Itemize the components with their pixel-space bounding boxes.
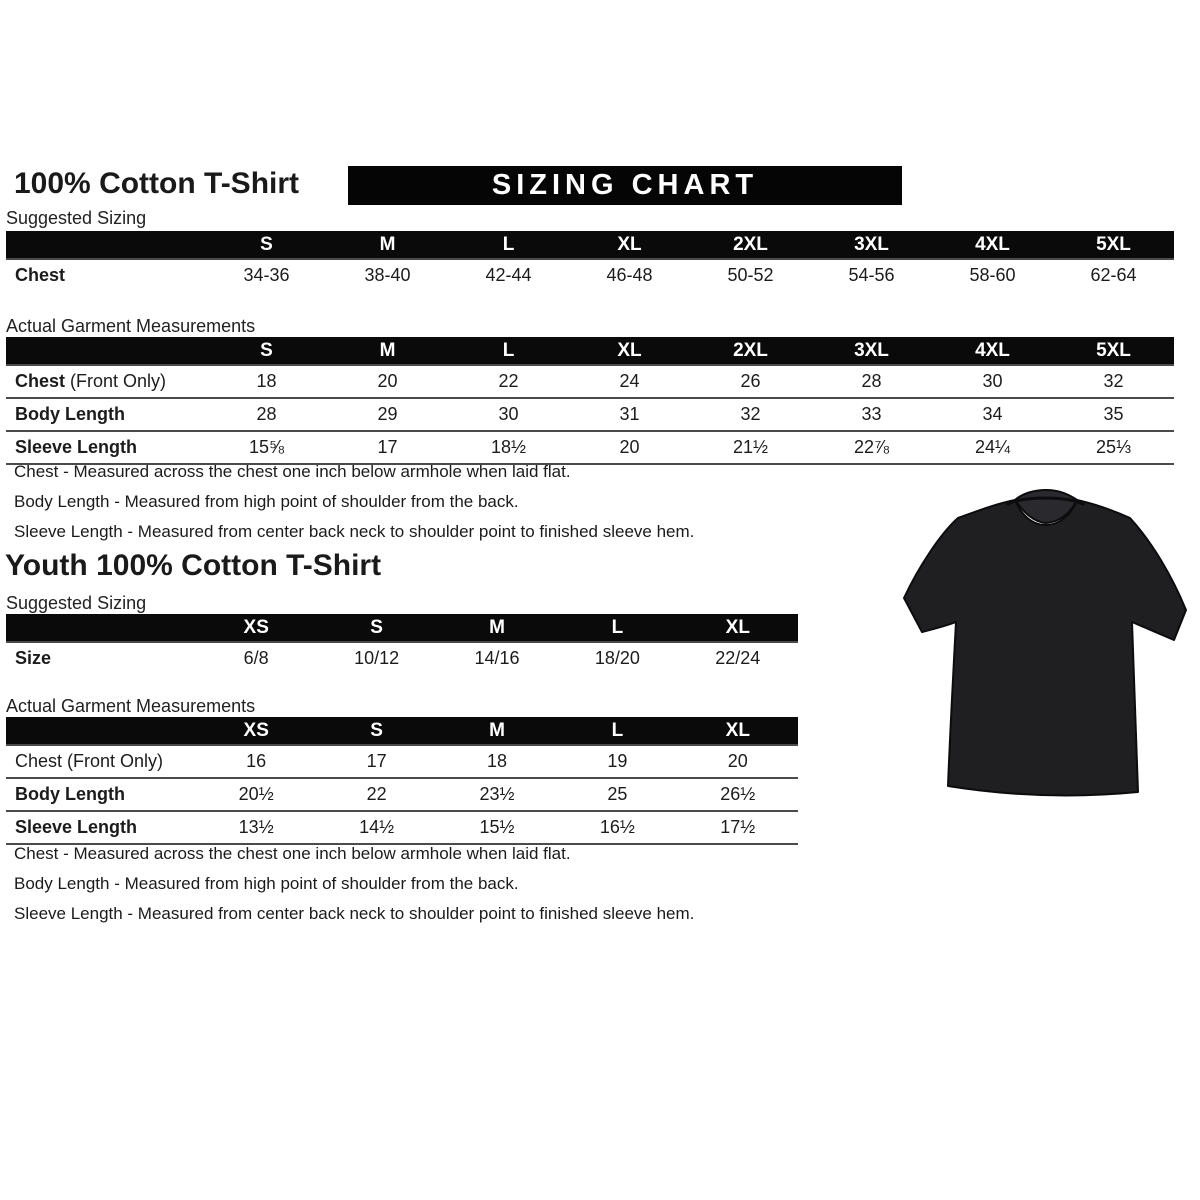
row-label <box>6 365 206 398</box>
measure-value: 21½ <box>690 431 811 464</box>
measure-value: 24¼ <box>932 431 1053 464</box>
measure-value: 32 <box>1053 365 1174 398</box>
size-col-header: 3XL <box>811 337 932 365</box>
chest-range-row <box>6 259 1174 291</box>
measure-value: 32 <box>690 398 811 431</box>
row-label-note: (Front Only) <box>65 371 167 391</box>
chest-range-value: 42-44 <box>448 259 569 291</box>
size-col-header: L <box>448 231 569 259</box>
row-label-note: (Front Only) <box>62 751 164 771</box>
youth-body-length-row <box>6 778 798 811</box>
adult-suggested-heading: Suggested Sizing <box>6 208 147 228</box>
size-col-header: S <box>316 717 436 745</box>
tshirt-image <box>890 482 1198 814</box>
measure-value: 18 <box>206 365 327 398</box>
size-col-header: M <box>327 337 448 365</box>
measure-value: 20½ <box>196 778 316 811</box>
size-col-header: 2XL <box>690 337 811 365</box>
size-col-header: XL <box>678 717 798 745</box>
corner-cell <box>6 231 206 259</box>
measure-value: 26½ <box>678 778 798 811</box>
measure-value: 20 <box>678 745 798 778</box>
size-col-header: M <box>437 717 557 745</box>
row-label <box>6 745 196 778</box>
measure-value: 17½ <box>678 811 798 844</box>
note-line: Chest - Measured across the chest one inch below armhole when laid flat. <box>14 844 571 863</box>
row-label: Sleeve Length <box>6 811 196 844</box>
measure-value: 18½ <box>448 431 569 464</box>
adult-actual-table <box>6 337 1174 465</box>
youth-size-value: 10/12 <box>316 642 436 674</box>
size-col-header: XS <box>196 717 316 745</box>
row-label-main: Chest <box>15 751 63 771</box>
chest-range-value: 54-56 <box>811 259 932 291</box>
size-col-header: XL <box>569 231 690 259</box>
sizing-chart-banner: SIZING CHART <box>348 166 902 205</box>
youth-chest-measure-row <box>6 745 798 778</box>
measure-value: 22 <box>448 365 569 398</box>
measure-value: 33 <box>811 398 932 431</box>
youth-actual-heading: Actual Garment Measurements <box>6 696 256 716</box>
size-col-header: M <box>437 614 557 642</box>
measure-value: 15½ <box>437 811 557 844</box>
chest-range-value: 34-36 <box>206 259 327 291</box>
size-col-header: S <box>316 614 436 642</box>
measure-value: 16 <box>196 745 316 778</box>
measure-value: 31 <box>569 398 690 431</box>
note-line: Body Length - Measured from high point of shoulder from the back. <box>14 874 519 893</box>
chest-measure-row <box>6 365 1174 398</box>
body-length-row <box>6 398 1174 431</box>
size-col-header: 5XL <box>1053 337 1174 365</box>
adult-actual-heading: Actual Garment Measurements <box>6 316 256 336</box>
measure-value: 20 <box>327 365 448 398</box>
row-label: Body Length <box>6 398 206 431</box>
youth-suggested-table <box>6 614 798 674</box>
row-label: Body Length <box>6 778 196 811</box>
youth-size-value: 18/20 <box>557 642 677 674</box>
measure-value: 13½ <box>196 811 316 844</box>
size-col-header: S <box>206 337 327 365</box>
measure-value: 20 <box>569 431 690 464</box>
page-title: 100% Cotton T-Shirt <box>14 167 300 200</box>
measure-value: 25 <box>557 778 677 811</box>
measure-value: 24 <box>569 365 690 398</box>
measure-value: 28 <box>811 365 932 398</box>
size-col-header: XL <box>678 614 798 642</box>
chest-range-value: 50-52 <box>690 259 811 291</box>
chest-range-value: 62-64 <box>1053 259 1174 291</box>
measure-value: 18 <box>437 745 557 778</box>
youth-sleeve-length-row <box>6 811 798 844</box>
youth-size-value: 6/8 <box>196 642 316 674</box>
size-col-header: L <box>448 337 569 365</box>
youth-actual-table <box>6 717 798 845</box>
youth-size-value: 22/24 <box>678 642 798 674</box>
measure-value: 17 <box>327 431 448 464</box>
measure-value: 17 <box>316 745 436 778</box>
corner-cell <box>6 717 196 745</box>
chest-range-value: 38-40 <box>327 259 448 291</box>
measure-value: 16½ <box>557 811 677 844</box>
note-line: Body Length - Measured from high point of shoulder from the back. <box>14 492 519 511</box>
youth-size-row <box>6 642 798 674</box>
sleeve-length-row <box>6 431 1174 464</box>
corner-cell <box>6 337 206 365</box>
size-col-header: 2XL <box>690 231 811 259</box>
measure-value: 26 <box>690 365 811 398</box>
measure-value: 22 <box>316 778 436 811</box>
chest-range-value: 58-60 <box>932 259 1053 291</box>
measure-value: 35 <box>1053 398 1174 431</box>
size-col-header: S <box>206 231 327 259</box>
size-col-header: L <box>557 717 677 745</box>
youth-suggested-heading: Suggested Sizing <box>6 593 147 613</box>
corner-cell <box>6 614 196 642</box>
note-line: Sleeve Length - Measured from center back neck to shoulder point to finished sleeve hem. <box>14 904 695 923</box>
measure-value: 30 <box>932 365 1053 398</box>
youth-suggested-header-row <box>6 614 798 642</box>
size-col-header: M <box>327 231 448 259</box>
note-line: Chest - Measured across the chest one inch below armhole when laid flat. <box>14 462 571 481</box>
youth-actual-header-row <box>6 717 798 745</box>
chest-range-value: 46-48 <box>569 259 690 291</box>
size-col-header: 5XL <box>1053 231 1174 259</box>
size-col-header: XL <box>569 337 690 365</box>
adult-actual-header-row <box>6 337 1174 365</box>
row-label: Sleeve Length <box>6 431 206 464</box>
youth-measurement-notes <box>14 844 694 934</box>
measure-value: 19 <box>557 745 677 778</box>
measure-value: 30 <box>448 398 569 431</box>
size-col-header: XS <box>196 614 316 642</box>
note-line: Sleeve Length - Measured from center back neck to shoulder point to finished sleeve hem. <box>14 522 695 541</box>
youth-title: Youth 100% Cotton T-Shirt <box>5 549 382 582</box>
measure-value: 34 <box>932 398 1053 431</box>
measure-value: 22⅞ <box>811 431 932 464</box>
measure-value: 28 <box>206 398 327 431</box>
adult-suggested-header-row <box>6 231 1174 259</box>
size-col-header: L <box>557 614 677 642</box>
row-label-main: Chest <box>15 371 66 391</box>
row-label: Size <box>6 642 196 674</box>
measure-value: 29 <box>327 398 448 431</box>
measure-value: 25⅓ <box>1053 431 1174 464</box>
measure-value: 14½ <box>316 811 436 844</box>
measure-value: 23½ <box>437 778 557 811</box>
adult-suggested-table <box>6 231 1174 291</box>
size-col-header: 4XL <box>932 231 1053 259</box>
size-col-header: 4XL <box>932 337 1053 365</box>
measure-value: 15⅝ <box>206 431 327 464</box>
adult-measurement-notes <box>14 462 694 552</box>
size-col-header: 3XL <box>811 231 932 259</box>
youth-size-value: 14/16 <box>437 642 557 674</box>
row-label: Chest <box>6 259 206 291</box>
